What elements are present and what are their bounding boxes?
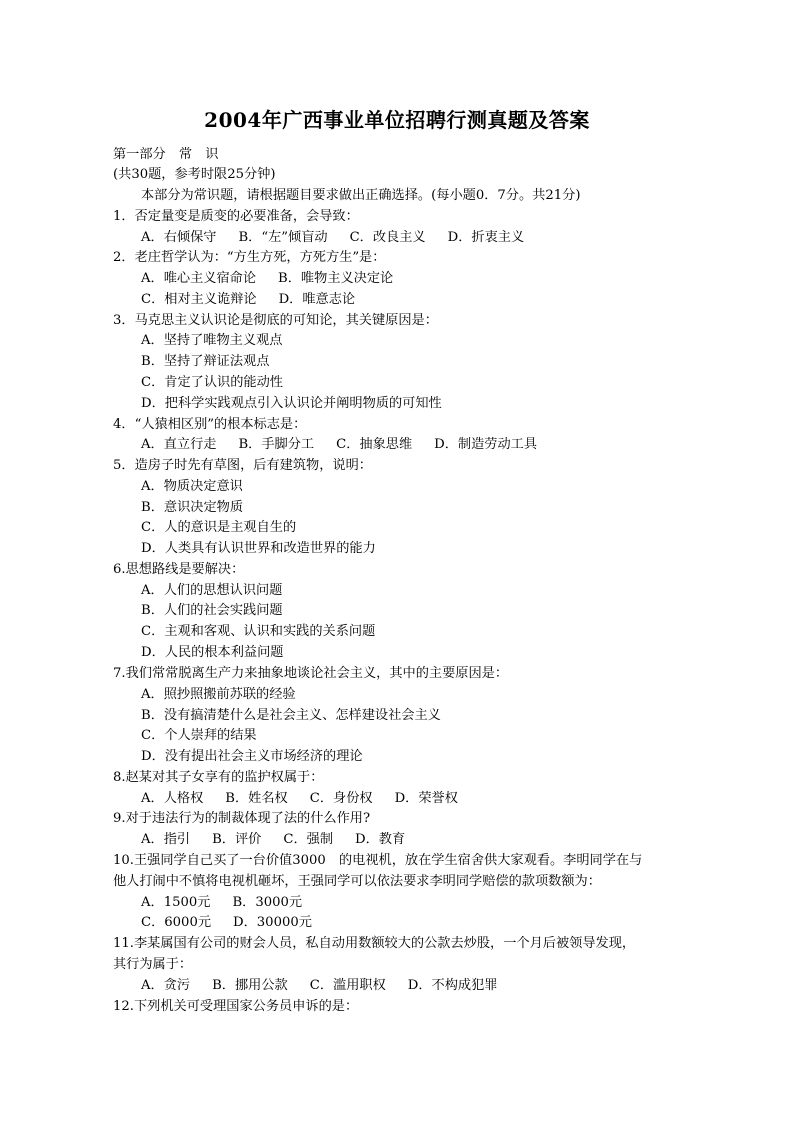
- option: D．荣誉权: [394, 791, 458, 806]
- document-title: 2004年广西事业单位招聘行测真题及答案: [204, 108, 590, 132]
- option: B．“左”倾盲动: [238, 230, 328, 245]
- option: D．唯意志论: [278, 292, 356, 307]
- option: A．右倾保守: [141, 230, 217, 245]
- option: C．强制: [283, 832, 334, 847]
- question-6-option-c: C．主观和客观、认识和实践的关系问题: [141, 624, 376, 639]
- question-1-stem: 1．否定量变是质变的必要准备，会导致：: [113, 209, 359, 224]
- question-10-options-row2: [141, 913, 312, 933]
- section-heading: 第一部分 常 识: [113, 147, 219, 162]
- question-7-option-c: C．个人崇拜的结果: [141, 728, 257, 743]
- question-9-options: [141, 830, 405, 850]
- question-8-options: [141, 789, 458, 809]
- option: C．相对主义诡辩论: [141, 292, 257, 307]
- option: A．指引: [141, 832, 191, 847]
- question-6-option-b: B．人们的社会实践问题: [141, 603, 283, 618]
- question-3-stem: 3．马克思主义认识论是彻底的可知论，其关键原因是：: [113, 313, 438, 328]
- option: A．1500元: [141, 895, 211, 910]
- question-3-option-d: D．把科学实践观点引入认识论并阐明物质的可知性: [141, 396, 442, 411]
- question-11-options: [141, 976, 497, 996]
- question-5-option-c: C．人的意识是主观自生的: [141, 520, 297, 535]
- option: A．唯心主义宿命论: [141, 271, 257, 286]
- option: C．6000元: [141, 915, 212, 930]
- option: C．身份权: [309, 791, 373, 806]
- option: C．抽象思维: [336, 437, 413, 452]
- question-12-stem: 12.下列机关可受理国家公务员申诉的是：: [113, 999, 359, 1014]
- question-11-stem-cont: 其行为属于：: [113, 957, 193, 972]
- question-3-option-a: A．坚持了唯物主义观点: [141, 333, 283, 348]
- option: D．30000元: [233, 915, 312, 930]
- option: B．姓名权: [225, 791, 288, 806]
- question-11-stem: 11.李某属国有公司的财会人员，私自动用数额较大的公款去炒股，一个月后被领导发现，: [113, 936, 636, 951]
- question-10-stem: 10.王强同学自己买了一台价值3000 的电视机，放在学生宿舍供大家观看。李明同学在与: [113, 853, 643, 868]
- question-2-options-row2: [141, 290, 355, 310]
- option: C．改良主义: [349, 230, 426, 245]
- question-3-option-b: B．坚持了辩证法观点: [141, 354, 270, 369]
- question-6-option-d: D．人民的根本利益问题: [141, 645, 284, 660]
- question-2-options-row1: [141, 269, 393, 289]
- question-3-option-c: C．肯定了认识的能动性: [141, 375, 283, 390]
- option: B．挪用公款: [212, 978, 288, 993]
- question-6-stem: 6.思想路线是要解决：: [113, 562, 245, 577]
- option: D．不构成犯罪: [407, 978, 498, 993]
- question-8-stem: 8.赵某对其子女享有的监护权属于：: [113, 770, 324, 785]
- question-4-stem: 4．“人猿相区别”的根本标志是：: [113, 417, 307, 432]
- question-1-options: [141, 228, 524, 248]
- question-7-option-a: A．照抄照搬前苏联的经验: [141, 687, 296, 702]
- question-7-stem: 7.我们常常脱离生产力来抽象地谈论社会主义，其中的主要原因是：: [113, 666, 509, 681]
- option: B．唯物主义决定论: [278, 271, 394, 286]
- question-10-stem-cont: 他人打闹中不慎将电视机砸坏，王强同学可以依法要求李明同学赔偿的款项数额为：: [113, 874, 601, 889]
- option: A．贪污: [141, 978, 191, 993]
- question-5-option-b: B．意识决定物质: [141, 500, 244, 515]
- option: D．折衷主义: [447, 230, 525, 245]
- question-10-options-row1: [141, 893, 302, 913]
- option: D．制造劳动工具: [434, 437, 538, 452]
- option: A．人格权: [141, 791, 204, 806]
- question-9-stem: 9.对于违法行为的制裁体现了法的什么作用?: [113, 811, 371, 826]
- option: C．滥用职权: [309, 978, 386, 993]
- section-meta: (共30题，参考时限25分钟): [113, 167, 276, 182]
- option: B．手脚分工: [238, 437, 315, 452]
- option: B．3000元: [232, 895, 303, 910]
- question-5-option-a: A．物质决定意识: [141, 479, 243, 494]
- option: B．评价: [212, 832, 262, 847]
- question-7-option-d: D．没有提出社会主义市场经济的理论: [141, 749, 363, 764]
- question-7-option-b: B．没有搞清楚什么是社会主义、怎样建设社会主义: [141, 708, 441, 723]
- question-5-stem: 5．造房子时先有草图，后有建筑物，说明：: [113, 458, 372, 473]
- section-intro: 本部分为常识题，请根据题目要求做出正确选择。(每小题0．7分。共21分): [141, 188, 581, 203]
- question-2-stem: 2．老庄哲学认为：“方生方死，方死方生”是：: [113, 250, 386, 265]
- question-5-option-d: D．人类具有认识世界和改造世界的能力: [141, 541, 376, 556]
- question-6-option-a: A．人们的思想认识问题: [141, 583, 283, 598]
- option: A．直立行走: [141, 437, 217, 452]
- question-4-options: [141, 435, 537, 455]
- option: D．教育: [355, 832, 406, 847]
